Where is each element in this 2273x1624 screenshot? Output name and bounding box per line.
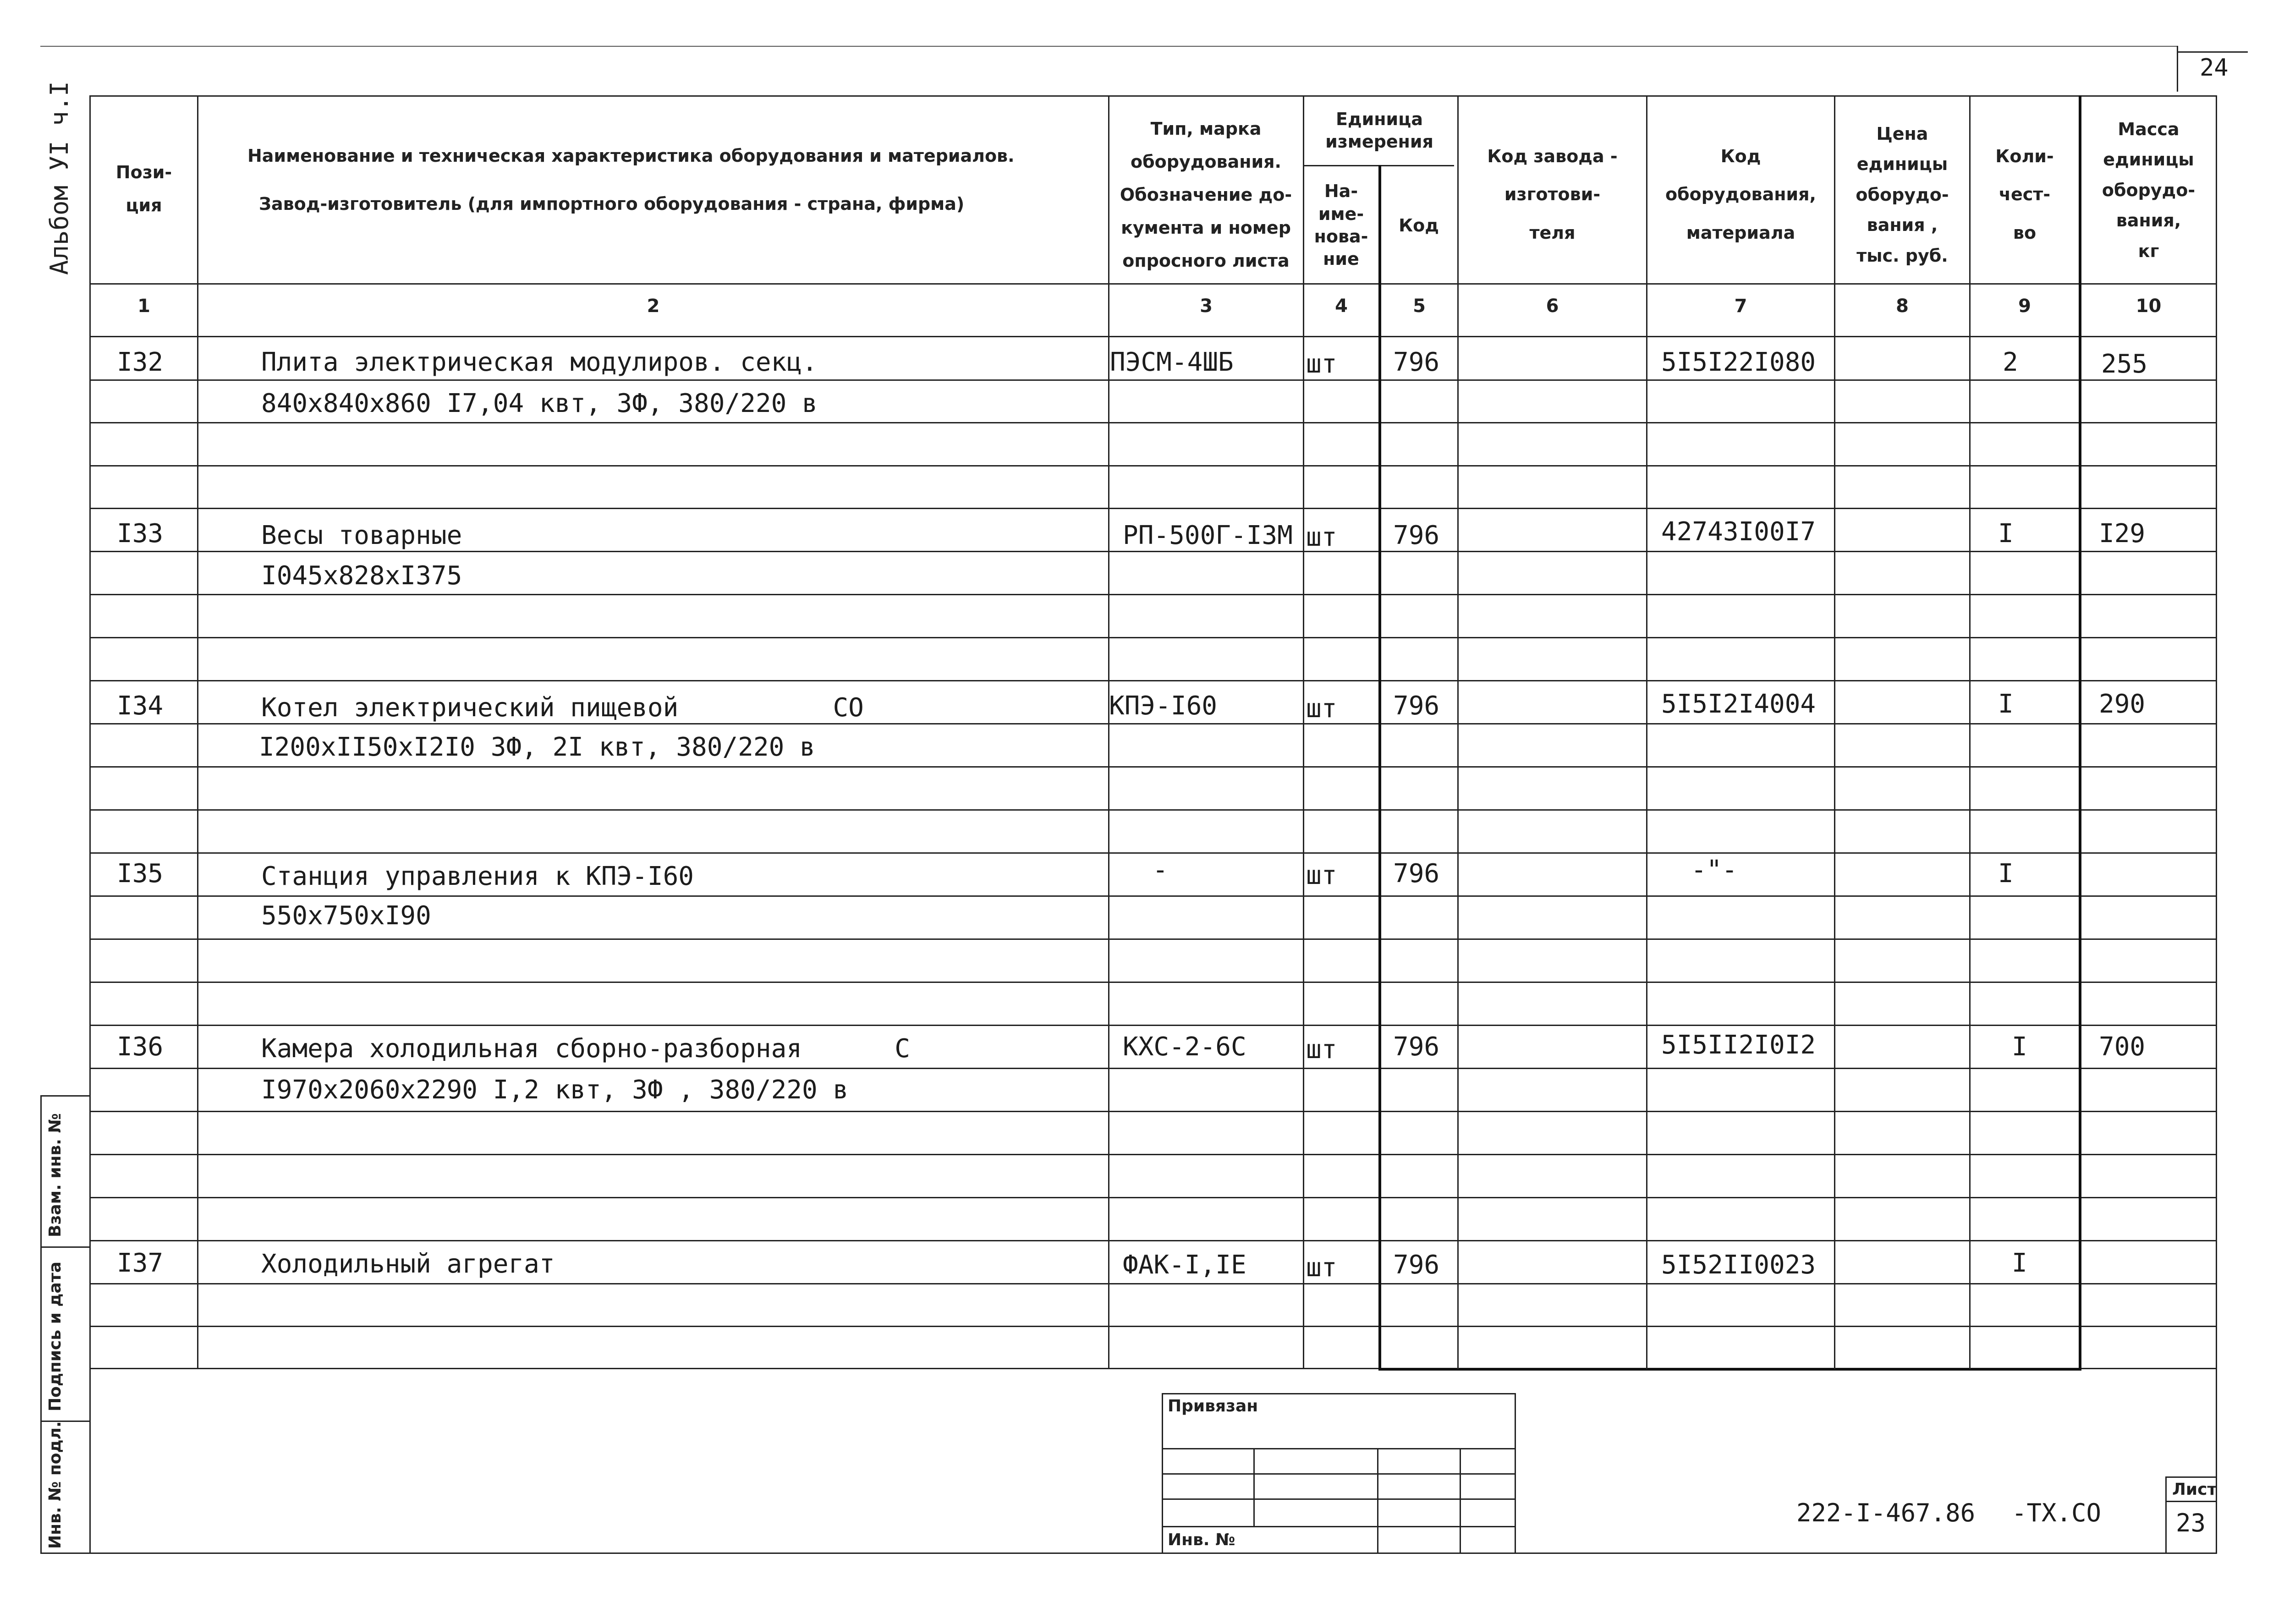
item-unit-code: 796 (1393, 691, 1440, 721)
item-spec: I970х2060х2290 I,2 квт, 3Ф , 380/220 в (261, 1075, 849, 1105)
column-number: 6 (1546, 296, 1559, 317)
header-equipment-code: Код оборудования, материала (1665, 146, 1816, 243)
item-quantity: I (1998, 689, 2014, 719)
item-equipment-code: 5I5I22I080 (1661, 347, 1816, 377)
item-spec: I200хII50хI2I0 3Ф, 2I квт, 380/220 в (259, 732, 815, 762)
stamp-inv-no: Инв. № (1168, 1531, 1235, 1549)
sheet-number: 23 (2176, 1509, 2206, 1537)
item-quantity: I (1998, 859, 2014, 889)
album-label: Альбом УI ч.I (45, 81, 74, 275)
item-quantity: 2 (2003, 347, 2018, 377)
side-stamp-podpis: Подпись и дата (46, 1262, 65, 1411)
document-code-suffix: -ТХ.СО (2012, 1498, 2102, 1527)
column-number: 2 (647, 296, 660, 317)
sheet-label: Лист (2172, 1480, 2217, 1499)
item-unit-code: 796 (1393, 1032, 1440, 1062)
header-name-line1: Наименование и техническая характеристика оборудования и материалов. (247, 145, 1015, 166)
item-unit-code: 796 (1393, 347, 1440, 377)
item-mass: 700 (2099, 1032, 2146, 1062)
item-equipment-code: 42743I00I7 (1661, 517, 1816, 547)
column-number: 5 (1413, 296, 1426, 317)
item-position: I32 (117, 347, 164, 377)
header-price: Цена единицы оборудо- вания , тыс. руб. (1856, 123, 1949, 266)
side-stamp-inv: Инв. № подл. (46, 1421, 65, 1549)
item-type: КПЭ-I60 (1109, 691, 1218, 721)
item-unit: шт (1306, 349, 1337, 379)
header-factory-code: Код завода - изготови- теля (1487, 146, 1618, 243)
item-equipment-code: 5I5I2I4004 (1661, 689, 1816, 719)
header-unit-name: На- име- нова- ние (1314, 181, 1368, 269)
item-spec: I045х828хI375 (261, 561, 462, 591)
item-name: Плита электрическая модулиров. секц. (261, 347, 818, 377)
item-type: ПЭСМ-4ШБ (1110, 347, 1234, 377)
item-unit-code: 796 (1393, 521, 1440, 550)
item-name: Станция управления к КПЭ-I60 (261, 861, 694, 891)
item-position: I34 (117, 691, 164, 721)
header-type: Тип, марка оборудования. Обозначение до- кумента и номер опросного листа (1120, 118, 1292, 271)
item-type: РП-500Г-I3М (1123, 521, 1293, 550)
item-type: ФАК-I,IЕ (1123, 1250, 1246, 1280)
page-number: 24 (2200, 54, 2229, 82)
item-type: КХС-2-6С (1123, 1032, 1246, 1062)
item-type: - (1153, 855, 1168, 885)
item-unit-code: 796 (1393, 1250, 1440, 1280)
item-quantity: I (2012, 1032, 2027, 1062)
item-position: I37 (117, 1248, 164, 1278)
document-code: 222-I-467.86 (1796, 1498, 1976, 1527)
stamp-privyazan: Привязан (1168, 1397, 1258, 1416)
item-equipment-code: -"- (1691, 855, 1738, 885)
item-name: Камера холодильная сборно-разборная С (261, 1034, 911, 1064)
item-mass: 255 (2101, 349, 2148, 379)
item-unit: шт (1306, 522, 1337, 552)
column-number: 9 (2018, 296, 2031, 317)
item-quantity: I (2012, 1248, 2027, 1278)
item-name: Весы товарные (261, 521, 462, 550)
header-quantity: Коли- чест- во (1995, 146, 2054, 243)
item-spec: 550х750хI90 (261, 901, 431, 931)
item-position: I33 (117, 519, 164, 549)
item-unit: шт (1306, 1253, 1337, 1283)
item-equipment-code: 5I52II0023 (1661, 1250, 1816, 1280)
item-equipment-code: 5I5II2I0I2 (1661, 1030, 1816, 1060)
item-mass: 290 (2099, 689, 2146, 719)
header-unit: Единица измерения (1325, 109, 1433, 152)
column-number: 10 (2136, 296, 2162, 317)
item-name: Холодильный агрегат (261, 1249, 555, 1279)
column-number: 3 (1200, 296, 1213, 317)
item-position: I35 (117, 859, 164, 889)
item-unit: шт (1306, 1035, 1337, 1064)
column-number: 8 (1896, 296, 1909, 317)
column-number: 4 (1335, 296, 1348, 317)
item-quantity: I (1998, 519, 2014, 549)
header-name-line2: Завод-изготовитель (для импортного оборудования - страна, фирма) (259, 193, 965, 214)
header-unit-code: Код (1399, 215, 1439, 236)
item-position: I36 (117, 1032, 164, 1062)
header-mass: Масса единицы оборудо- вания, кг (2102, 119, 2196, 261)
item-unit: шт (1306, 694, 1337, 724)
column-number: 1 (137, 296, 150, 317)
item-mass: I29 (2099, 519, 2146, 549)
item-name: Котел электрический пищевой СО (261, 693, 864, 723)
header-position: Пози- ция (115, 162, 172, 215)
column-number: 7 (1734, 296, 1747, 317)
item-unit-code: 796 (1393, 859, 1440, 889)
side-stamp-vzam: Взам. инв. № (46, 1113, 65, 1237)
item-spec: 840х840х860 I7,04 квт, 3Ф, 380/220 в (261, 389, 818, 418)
item-unit: шт (1306, 861, 1337, 890)
